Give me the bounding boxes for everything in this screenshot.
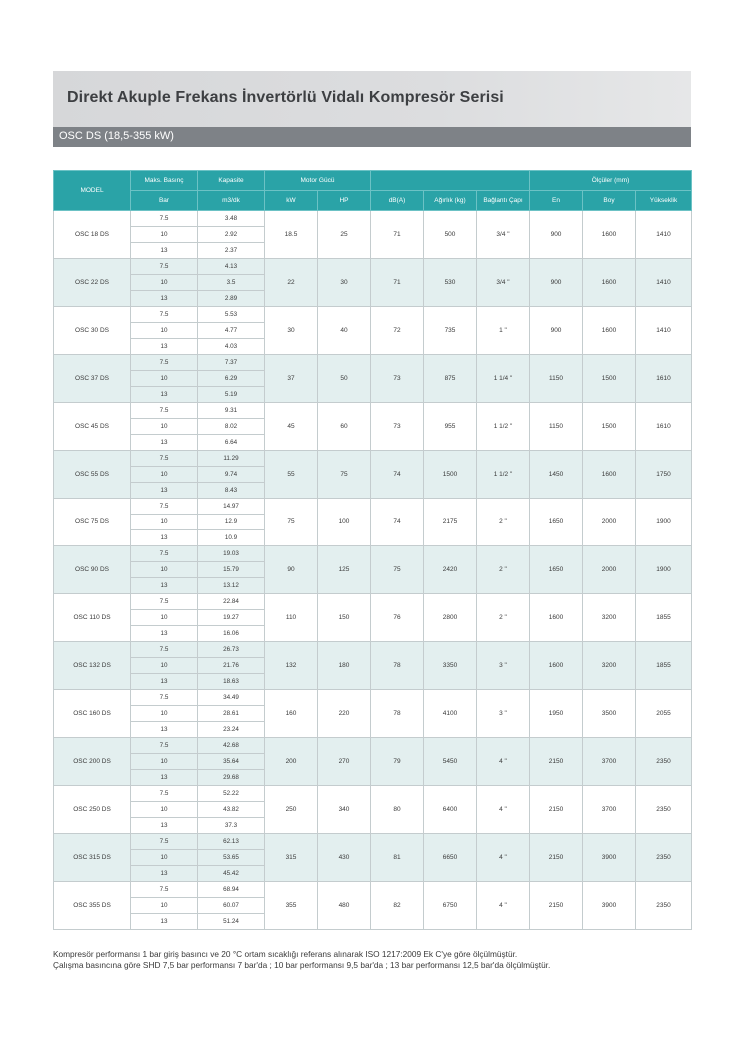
table-row (54, 690, 692, 706)
db-cell: 78 (371, 642, 424, 690)
capacity-cell: 9.74 (198, 466, 265, 482)
pressure-cell: 7.5 (131, 738, 198, 754)
connection-cell: 3 " (477, 690, 530, 738)
kw-cell: 55 (265, 450, 318, 498)
db-cell: 76 (371, 594, 424, 642)
hp-cell: 30 (318, 258, 371, 306)
pressure-cell: 10 (131, 274, 198, 290)
kw-cell: 75 (265, 498, 318, 546)
pressure-cell: 10 (131, 610, 198, 626)
connection-cell: 3/4 " (477, 258, 530, 306)
db-cell: 74 (371, 450, 424, 498)
length-cell: 2000 (583, 498, 636, 546)
model-cell: OSC 22 DS (54, 258, 131, 306)
pressure-cell: 7.5 (131, 402, 198, 418)
table-row (54, 546, 692, 562)
capacity-cell: 68.94 (198, 881, 265, 897)
pressure-cell: 10 (131, 706, 198, 722)
pressure-cell: 13 (131, 865, 198, 881)
capacity-cell: 2.92 (198, 226, 265, 242)
table-row (54, 258, 692, 274)
subtitle-band (53, 127, 691, 147)
page-title: Direkt Akuple Frekans İnvertörlü Vidalı Kompresör Serisi (67, 89, 504, 106)
pressure-cell: 10 (131, 658, 198, 674)
header-kw: kW (265, 191, 318, 211)
pressure-cell: 13 (131, 338, 198, 354)
capacity-cell: 16.06 (198, 626, 265, 642)
capacity-cell: 10.9 (198, 530, 265, 546)
db-cell: 78 (371, 690, 424, 738)
width-cell: 900 (530, 211, 583, 259)
length-cell: 1600 (583, 306, 636, 354)
connection-cell: 1 1/4 " (477, 354, 530, 402)
hp-cell: 270 (318, 738, 371, 786)
db-cell: 79 (371, 738, 424, 786)
header-length: Boy (583, 191, 636, 211)
model-group (54, 306, 692, 354)
pressure-cell: 7.5 (131, 450, 198, 466)
capacity-cell: 37.3 (198, 818, 265, 834)
capacity-cell: 29.68 (198, 770, 265, 786)
header-max-pressure: Maks. Basınç (131, 171, 198, 191)
capacity-cell: 53.65 (198, 849, 265, 865)
capacity-cell: 8.02 (198, 418, 265, 434)
kw-cell: 30 (265, 306, 318, 354)
model-cell: OSC 110 DS (54, 594, 131, 642)
height-cell: 1410 (636, 211, 692, 259)
model-cell: OSC 75 DS (54, 498, 131, 546)
db-cell: 81 (371, 833, 424, 881)
model-group (54, 211, 692, 259)
capacity-cell: 9.31 (198, 402, 265, 418)
pressure-cell: 13 (131, 578, 198, 594)
capacity-cell: 43.82 (198, 802, 265, 818)
model-cell: OSC 315 DS (54, 833, 131, 881)
header-height: Yükseklik (636, 191, 692, 211)
hp-cell: 25 (318, 211, 371, 259)
width-cell: 1600 (530, 642, 583, 690)
pressure-cell: 7.5 (131, 498, 198, 514)
model-group (54, 402, 692, 450)
table-header (54, 171, 692, 211)
pressure-cell: 13 (131, 722, 198, 738)
model-group (54, 498, 692, 546)
db-cell: 71 (371, 258, 424, 306)
weight-cell: 530 (424, 258, 477, 306)
header-blank (371, 171, 530, 191)
header-weight: Ağırlık (kg) (424, 191, 477, 211)
height-cell: 1410 (636, 258, 692, 306)
model-cell: OSC 200 DS (54, 738, 131, 786)
model-group (54, 594, 692, 642)
height-cell: 1610 (636, 354, 692, 402)
model-group (54, 258, 692, 306)
model-group (54, 354, 692, 402)
header-capacity: Kapasite (198, 171, 265, 191)
header-hp: HP (318, 191, 371, 211)
table-row (54, 594, 692, 610)
width-cell: 2150 (530, 833, 583, 881)
pressure-cell: 13 (131, 913, 198, 929)
pressure-cell: 10 (131, 418, 198, 434)
table-row (54, 833, 692, 849)
capacity-cell: 51.24 (198, 913, 265, 929)
capacity-cell: 7.37 (198, 354, 265, 370)
weight-cell: 500 (424, 211, 477, 259)
hp-cell: 40 (318, 306, 371, 354)
length-cell: 2000 (583, 546, 636, 594)
hp-cell: 480 (318, 881, 371, 929)
pressure-cell: 7.5 (131, 833, 198, 849)
pressure-cell: 7.5 (131, 594, 198, 610)
width-cell: 900 (530, 306, 583, 354)
connection-cell: 4 " (477, 738, 530, 786)
kw-cell: 355 (265, 881, 318, 929)
capacity-cell: 2.89 (198, 290, 265, 306)
capacity-cell: 14.97 (198, 498, 265, 514)
model-group (54, 786, 692, 834)
pressure-cell: 10 (131, 802, 198, 818)
weight-cell: 955 (424, 402, 477, 450)
capacity-cell: 13.12 (198, 578, 265, 594)
length-cell: 3700 (583, 738, 636, 786)
connection-cell: 2 " (477, 498, 530, 546)
pressure-cell: 13 (131, 482, 198, 498)
width-cell: 900 (530, 258, 583, 306)
capacity-cell: 22.84 (198, 594, 265, 610)
pressure-cell: 10 (131, 322, 198, 338)
hp-cell: 150 (318, 594, 371, 642)
connection-cell: 4 " (477, 786, 530, 834)
hp-cell: 340 (318, 786, 371, 834)
kw-cell: 160 (265, 690, 318, 738)
width-cell: 1650 (530, 498, 583, 546)
connection-cell: 1 " (477, 306, 530, 354)
db-cell: 80 (371, 786, 424, 834)
width-cell: 1600 (530, 594, 583, 642)
length-cell: 1500 (583, 354, 636, 402)
width-cell: 1150 (530, 354, 583, 402)
capacity-cell: 34.49 (198, 690, 265, 706)
capacity-cell: 21.76 (198, 658, 265, 674)
header-bar: Bar (131, 191, 198, 211)
spec-table (53, 170, 692, 930)
kw-cell: 315 (265, 833, 318, 881)
weight-cell: 735 (424, 306, 477, 354)
model-cell: OSC 132 DS (54, 642, 131, 690)
weight-cell: 6400 (424, 786, 477, 834)
capacity-cell: 11.29 (198, 450, 265, 466)
capacity-cell: 4.77 (198, 322, 265, 338)
table-row (54, 738, 692, 754)
footnote-pressure: Çalışma basıncına göre SHD 7,5 bar performansı 7 bar'da ; 10 bar performansı 9,5 bar'da ; 13 bar performansı 12,5 bar'da ölçülmüştür. (53, 960, 551, 970)
kw-cell: 45 (265, 402, 318, 450)
height-cell: 2350 (636, 738, 692, 786)
height-cell: 2350 (636, 881, 692, 929)
connection-cell: 1 1/2 " (477, 402, 530, 450)
model-cell: OSC 37 DS (54, 354, 131, 402)
width-cell: 1650 (530, 546, 583, 594)
height-cell: 1750 (636, 450, 692, 498)
length-cell: 3900 (583, 833, 636, 881)
connection-cell: 4 " (477, 881, 530, 929)
table-row (54, 306, 692, 322)
pressure-cell: 7.5 (131, 642, 198, 658)
hp-cell: 430 (318, 833, 371, 881)
weight-cell: 2420 (424, 546, 477, 594)
weight-cell: 5450 (424, 738, 477, 786)
pressure-cell: 7.5 (131, 546, 198, 562)
width-cell: 2150 (530, 786, 583, 834)
height-cell: 1900 (636, 498, 692, 546)
capacity-cell: 4.13 (198, 258, 265, 274)
height-cell: 1855 (636, 594, 692, 642)
hp-cell: 100 (318, 498, 371, 546)
kw-cell: 37 (265, 354, 318, 402)
header-model: MODEL (54, 171, 131, 211)
pressure-cell: 7.5 (131, 306, 198, 322)
pressure-cell: 10 (131, 562, 198, 578)
capacity-cell: 52.22 (198, 786, 265, 802)
connection-cell: 4 " (477, 833, 530, 881)
db-cell: 71 (371, 211, 424, 259)
connection-cell: 3 " (477, 642, 530, 690)
db-cell: 82 (371, 881, 424, 929)
kw-cell: 110 (265, 594, 318, 642)
header-dimensions: Ölçüler (mm) (530, 171, 692, 191)
hp-cell: 125 (318, 546, 371, 594)
table-row (54, 881, 692, 897)
capacity-cell: 2.37 (198, 242, 265, 258)
weight-cell: 2800 (424, 594, 477, 642)
db-cell: 75 (371, 546, 424, 594)
width-cell: 2150 (530, 738, 583, 786)
pressure-cell: 10 (131, 897, 198, 913)
length-cell: 3200 (583, 594, 636, 642)
hp-cell: 50 (318, 354, 371, 402)
height-cell: 2055 (636, 690, 692, 738)
capacity-cell: 3.5 (198, 274, 265, 290)
capacity-cell: 15.79 (198, 562, 265, 578)
header-motor-power: Motor Gücü (265, 171, 371, 191)
table-row (54, 786, 692, 802)
table-row (54, 450, 692, 466)
header-connection: Bağlantı Çapı (477, 191, 530, 211)
hp-cell: 75 (318, 450, 371, 498)
model-cell: OSC 355 DS (54, 881, 131, 929)
weight-cell: 3350 (424, 642, 477, 690)
weight-cell: 6750 (424, 881, 477, 929)
length-cell: 3700 (583, 786, 636, 834)
model-cell: OSC 55 DS (54, 450, 131, 498)
kw-cell: 250 (265, 786, 318, 834)
model-group (54, 881, 692, 929)
capacity-cell: 62.13 (198, 833, 265, 849)
capacity-cell: 23.24 (198, 722, 265, 738)
connection-cell: 1 1/2 " (477, 450, 530, 498)
pressure-cell: 10 (131, 466, 198, 482)
pressure-cell: 13 (131, 770, 198, 786)
pressure-cell: 13 (131, 818, 198, 834)
capacity-cell: 5.53 (198, 306, 265, 322)
pressure-cell: 7.5 (131, 786, 198, 802)
height-cell: 1410 (636, 306, 692, 354)
height-cell: 1900 (636, 546, 692, 594)
db-cell: 74 (371, 498, 424, 546)
model-group (54, 642, 692, 690)
footnote-iso: Kompresör performansı 1 bar giriş basıncı ve 20 °C ortam sıcaklığı referans alınarak ISO 1217:2009 Ek C'ye göre ölçülmüştür. (53, 949, 518, 959)
model-group (54, 833, 692, 881)
weight-cell: 875 (424, 354, 477, 402)
weight-cell: 2175 (424, 498, 477, 546)
capacity-cell: 35.64 (198, 754, 265, 770)
model-group (54, 690, 692, 738)
weight-cell: 6650 (424, 833, 477, 881)
width-cell: 2150 (530, 881, 583, 929)
length-cell: 3200 (583, 642, 636, 690)
model-cell: OSC 250 DS (54, 786, 131, 834)
table-row (54, 498, 692, 514)
width-cell: 1950 (530, 690, 583, 738)
model-group (54, 738, 692, 786)
connection-cell: 2 " (477, 594, 530, 642)
pressure-cell: 13 (131, 386, 198, 402)
height-cell: 2350 (636, 786, 692, 834)
model-cell: OSC 45 DS (54, 402, 131, 450)
model-group (54, 450, 692, 498)
pressure-cell: 7.5 (131, 211, 198, 227)
length-cell: 1600 (583, 450, 636, 498)
kw-cell: 22 (265, 258, 318, 306)
table-row (54, 211, 692, 227)
capacity-cell: 45.42 (198, 865, 265, 881)
hp-cell: 220 (318, 690, 371, 738)
weight-cell: 1500 (424, 450, 477, 498)
pressure-cell: 10 (131, 754, 198, 770)
height-cell: 1610 (636, 402, 692, 450)
capacity-cell: 8.43 (198, 482, 265, 498)
pressure-cell: 10 (131, 849, 198, 865)
height-cell: 1855 (636, 642, 692, 690)
length-cell: 1600 (583, 211, 636, 259)
weight-cell: 4100 (424, 690, 477, 738)
pressure-cell: 7.5 (131, 258, 198, 274)
kw-cell: 90 (265, 546, 318, 594)
header-db: dB(A) (371, 191, 424, 211)
capacity-cell: 6.64 (198, 434, 265, 450)
capacity-cell: 3.48 (198, 211, 265, 227)
db-cell: 72 (371, 306, 424, 354)
pressure-cell: 10 (131, 370, 198, 386)
title-band (53, 71, 691, 127)
model-cell: OSC 18 DS (54, 211, 131, 259)
kw-cell: 200 (265, 738, 318, 786)
connection-cell: 3/4 " (477, 211, 530, 259)
pressure-cell: 7.5 (131, 354, 198, 370)
pressure-cell: 13 (131, 626, 198, 642)
length-cell: 3500 (583, 690, 636, 738)
header-m3: m3/dk (198, 191, 265, 211)
pressure-cell: 10 (131, 226, 198, 242)
pressure-cell: 7.5 (131, 690, 198, 706)
header-width: En (530, 191, 583, 211)
height-cell: 2350 (636, 833, 692, 881)
table-row (54, 354, 692, 370)
pressure-cell: 10 (131, 514, 198, 530)
capacity-cell: 6.29 (198, 370, 265, 386)
model-group (54, 546, 692, 594)
length-cell: 1500 (583, 402, 636, 450)
capacity-cell: 19.03 (198, 546, 265, 562)
connection-cell: 2 " (477, 546, 530, 594)
capacity-cell: 19.27 (198, 610, 265, 626)
db-cell: 73 (371, 402, 424, 450)
width-cell: 1450 (530, 450, 583, 498)
capacity-cell: 12.9 (198, 514, 265, 530)
capacity-cell: 42.68 (198, 738, 265, 754)
hp-cell: 180 (318, 642, 371, 690)
model-cell: OSC 90 DS (54, 546, 131, 594)
capacity-cell: 60.07 (198, 897, 265, 913)
length-cell: 3900 (583, 881, 636, 929)
pressure-cell: 7.5 (131, 881, 198, 897)
width-cell: 1150 (530, 402, 583, 450)
pressure-cell: 13 (131, 290, 198, 306)
capacity-cell: 4.03 (198, 338, 265, 354)
capacity-cell: 5.19 (198, 386, 265, 402)
capacity-cell: 28.61 (198, 706, 265, 722)
table-row (54, 402, 692, 418)
series-subtitle: OSC DS (18,5-355 kW) (59, 130, 174, 142)
pressure-cell: 13 (131, 674, 198, 690)
pressure-cell: 13 (131, 434, 198, 450)
hp-cell: 60 (318, 402, 371, 450)
db-cell: 73 (371, 354, 424, 402)
model-cell: OSC 160 DS (54, 690, 131, 738)
length-cell: 1600 (583, 258, 636, 306)
capacity-cell: 26.73 (198, 642, 265, 658)
table-row (54, 642, 692, 658)
pressure-cell: 13 (131, 530, 198, 546)
kw-cell: 18.5 (265, 211, 318, 259)
kw-cell: 132 (265, 642, 318, 690)
pressure-cell: 13 (131, 242, 198, 258)
capacity-cell: 18.63 (198, 674, 265, 690)
model-cell: OSC 30 DS (54, 306, 131, 354)
